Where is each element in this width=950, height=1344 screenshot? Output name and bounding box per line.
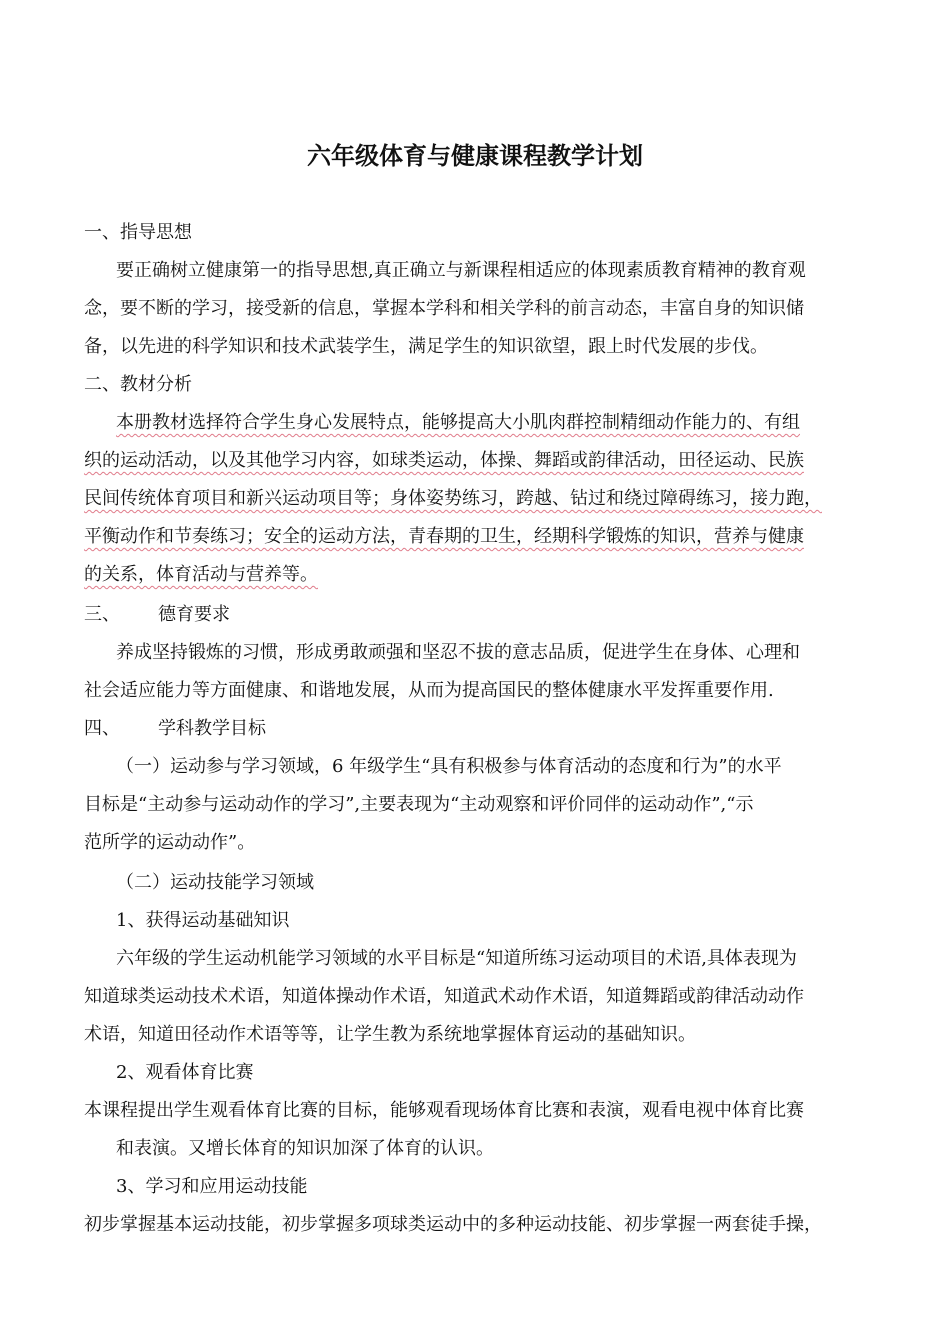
list-item-heading: 3、学习和应用运动技能 <box>116 1176 308 1197</box>
list-item-heading: 1、获得运动基础知识 <box>116 910 290 931</box>
paragraph-line: 备，以先进的科学知识和技术武装学生，满足学生的知识欲望，跟上时代发展的步伐。 <box>84 336 768 357</box>
section-heading-material-analysis: 二、教材分析 <box>84 374 192 395</box>
section-number: 三、 <box>84 604 120 625</box>
paragraph-line: 本课程提出学生观看体育比赛的目标，能够观看现场体育比赛和表演，观看电视中体育比赛 <box>84 1100 804 1121</box>
paragraph-line: 知道球类运动技术术语，知道体操动作术语，知道武术动作术语，知道舞蹈或韵律活动动作 <box>84 986 804 1007</box>
paragraph-line: 民间传统体育项目和新兴运动项目等；身体姿势练习，跨越、钻过和绕过障碍练习，接力跑， <box>84 488 822 509</box>
subsection-heading: （二）运动技能学习领域 <box>116 872 314 893</box>
list-item-heading: 2、观看体育比赛 <box>116 1062 254 1083</box>
paragraph-line: 范所学的运动动作”。 <box>84 832 256 853</box>
paragraph-line: 养成坚持锻炼的习惯，形成勇敢顽强和坚忍不拔的意志品质，促进学生在身体、心理和 <box>116 642 800 663</box>
paragraph-line: 社会适应能力等方面健康、和谐地发展，从而为提高国民的整体健康水平发挥重要作用. <box>84 680 774 701</box>
paragraph-line: 平衡动作和节奏练习；安全的运动方法，青春期的卫生，经期科学锻炼的知识，营养与健康 <box>84 526 804 547</box>
paragraph-line: 六年级的学生运动机能学习领域的水平目标是“知道所练习运动项目的术语,具体表现为 <box>116 948 797 969</box>
paragraph-line: 织的运动活动，以及其他学习内容，如球类运动，体操、舞蹈或韵律活动，田径运动、民族 <box>84 450 804 471</box>
document-title: 六年级体育与健康课程教学计划 <box>307 142 643 170</box>
paragraph-line: （一）运动参与学习领域，6 年级学生“具有积极参与体育活动的态度和行为”的水平 <box>116 756 782 777</box>
section-label: 学科教学目标 <box>158 718 266 739</box>
section-heading-guiding-thought: 一、指导思想 <box>84 222 192 243</box>
paragraph-line: 本册教材选择符合学生身心发展特点，能够提高大小肌肉群控制精细动作能力的、有组 <box>116 412 800 433</box>
paragraph-line: 念，要不断的学习，接受新的信息，掌握本学科和相关学科的前言动态，丰富自身的知识储 <box>84 298 804 319</box>
paragraph-line: 和表演。又增长体育的知识加深了体育的认识。 <box>116 1138 494 1159</box>
section-number: 四、 <box>84 718 120 739</box>
paragraph-line: 目标是“主动参与运动动作的学习”,主要表现为“主动观察和评价同伴的运动动作”,“示 <box>84 794 754 815</box>
section-label: 德育要求 <box>158 604 230 625</box>
paragraph-line: 要正确树立健康第一的指导思想,真正确立与新课程相适应的体现素质教育精神的教育观 <box>116 260 806 281</box>
paragraph-line: 初步掌握基本运动技能，初步掌握多项球类运动中的多种运动技能、初步掌握一两套徒手操， <box>84 1214 822 1235</box>
section-heading-teaching-goals <box>84 716 266 742</box>
section-heading-moral-requirements <box>84 602 230 628</box>
paragraph-line: 术语，知道田径动作术语等等，让学生教为系统地掌握体育运动的基础知识。 <box>84 1024 696 1045</box>
paragraph-line: 的关系，体育活动与营养等。 <box>84 564 318 585</box>
